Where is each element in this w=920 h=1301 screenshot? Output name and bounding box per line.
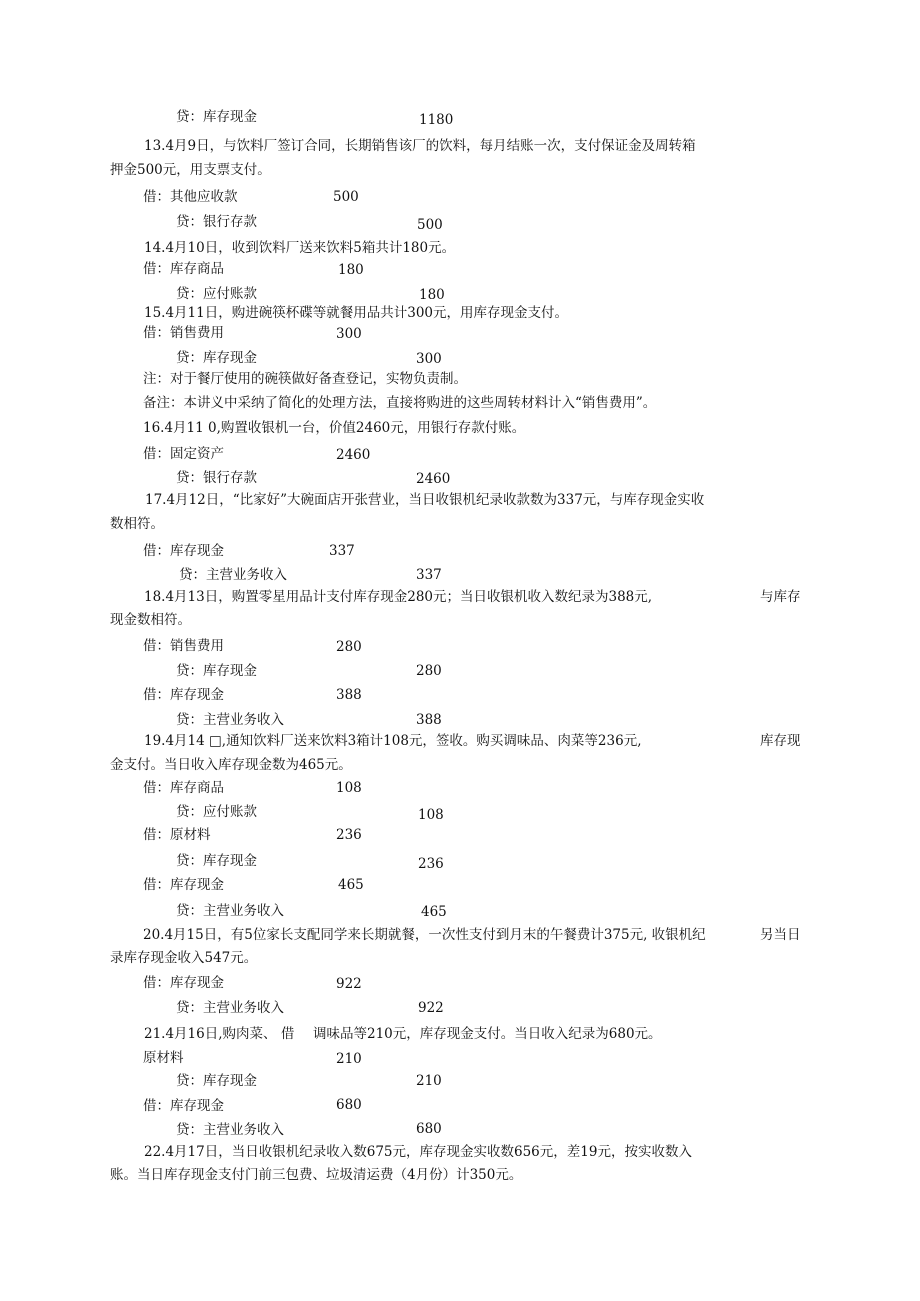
text-line: 465 [338, 877, 364, 893]
text-line: 借：销售费用 [143, 638, 224, 654]
text-line: 贷：应付账款 [176, 286, 257, 302]
text-line: 500 [333, 189, 359, 205]
text-line: 388 [416, 712, 442, 728]
text-line: 贷：应付账款 [176, 804, 257, 820]
text-line: 贷：主营业务收入 [179, 567, 287, 583]
text-line: 300 [336, 326, 362, 342]
text-line: 337 [329, 543, 355, 559]
text-line: 14.4月10日，收到饮料厂送来饮料5箱共计180元。 [144, 240, 456, 256]
text-line: 贷：主营业务收入 [176, 903, 284, 919]
text-line: 22.4月17日，当日收银机纪录收入数675元，库存现金实收数656元，差19元，按实收数入 [144, 1144, 692, 1160]
text-line: 贷：库存现金 [176, 109, 257, 125]
text-line: 20.4月15日，有5位家长支配同学来长期就餐，一次性支付到月末的午餐费计375元, 收银机纪 [143, 927, 706, 943]
text-line: 465 [421, 904, 447, 920]
text-line: 236 [418, 856, 444, 872]
text-line: 18.4月13日，购置零星用品计支付库存现金280元；当日收银机收入数纪录为388元, [144, 589, 653, 605]
text-line: 贷：库存现金 [176, 663, 257, 679]
text-line: 借：库存现金 [143, 1098, 224, 1114]
text-line: 库存现 [760, 733, 801, 749]
text-line: 借：库存现金 [143, 877, 224, 893]
text-line: 借：原材料 [143, 827, 211, 843]
text-line: 19.4月14 □,通知饮料厂送来饮料3箱计108元，签收。购买调味品、肉菜等236元, [144, 733, 642, 749]
text-line: 借：固定资产 [143, 446, 224, 462]
text-line: 2460 [416, 471, 451, 487]
text-line: 借：库存商品 [143, 780, 224, 796]
text-line: 贷：主营业务收入 [176, 712, 284, 728]
text-line: 贷：库存现金 [176, 1073, 257, 1089]
text-line: 数相符。 [110, 516, 164, 532]
text-line: 金支付。当日收入库存现金数为465元。 [110, 757, 352, 773]
text-line: 备注：本讲义中采纳了简化的处理方法，直接将购进的这些周转材料计入“销售费用”。 [143, 395, 657, 411]
text-line: 300 [416, 351, 442, 367]
text-line: 借：库存现金 [143, 975, 224, 991]
text-line: 16.4月11 0,购置收银机一台，价值2460元，用银行存款付账。 [143, 420, 526, 436]
text-line: 17.4月12日，“比家好”大碗面店开张营业，当日收银机纪录收款数为337元，与库存现金实收 [145, 492, 705, 508]
text-line: 180 [338, 262, 364, 278]
text-line: 现金数相符。 [110, 612, 191, 628]
text-line: 180 [419, 287, 445, 303]
text-line: 另当日 [760, 927, 801, 943]
text-line: 借：库存现金 [143, 543, 224, 559]
text-line: 210 [336, 1051, 362, 1067]
text-line: 注：对于餐厅使用的碗筷做好备查登记，实物负责制。 [143, 371, 467, 387]
text-line: 108 [336, 780, 362, 796]
text-line: 贷：库存现金 [176, 853, 257, 869]
text-line: 922 [418, 1000, 444, 1016]
text-line: 借：其他应收款 [143, 189, 238, 205]
text-line: 借：库存现金 [143, 687, 224, 703]
text-line: 388 [336, 687, 362, 703]
text-line: 15.4月11日，购进碗筷杯碟等就餐用品共计300元，用库存现金支付。 [144, 305, 569, 321]
text-line: 与库存 [760, 589, 801, 605]
text-line: 680 [416, 1121, 442, 1137]
text-line: 922 [336, 976, 362, 992]
text-line: 贷：库存现金 [176, 350, 257, 366]
text-line: 押金500元，用支票支付。 [110, 162, 271, 178]
text-line: 贷：银行存款 [176, 214, 257, 230]
text-line: 贷：银行存款 [176, 470, 257, 486]
text-line: 13.4月9日，与饮料厂签订合同，长期销售该厂的饮料，每月结账一次，支付保证金及周转箱 [144, 138, 696, 154]
text-line: 210 [416, 1073, 442, 1089]
text-line: 280 [416, 663, 442, 679]
text-line: 1180 [419, 112, 454, 128]
text-line: 337 [416, 567, 442, 583]
text-line: 录库存现金收入547元。 [110, 950, 258, 966]
text-line: 调味品等210元，库存现金支付。当日收入纪录为680元。 [313, 1026, 662, 1042]
text-line: 680 [336, 1097, 362, 1113]
text-line: 原材料 [143, 1050, 184, 1066]
text-line: 借：库存商品 [143, 261, 224, 277]
text-line: 贷：主营业务收入 [176, 1122, 284, 1138]
text-line: 2460 [336, 447, 371, 463]
text-line: 贷：主营业务收入 [176, 1000, 284, 1016]
text-line: 账。当日库存现金支付门前三包费、垃圾清运费（4月份）计350元。 [110, 1167, 523, 1183]
text-line: 236 [336, 827, 362, 843]
text-line: 500 [417, 217, 443, 233]
text-line: 21.4月16日,购肉菜、 借 [144, 1026, 295, 1042]
text-line: 108 [418, 807, 444, 823]
text-line: 借：销售费用 [143, 325, 224, 341]
text-line: 280 [336, 639, 362, 655]
